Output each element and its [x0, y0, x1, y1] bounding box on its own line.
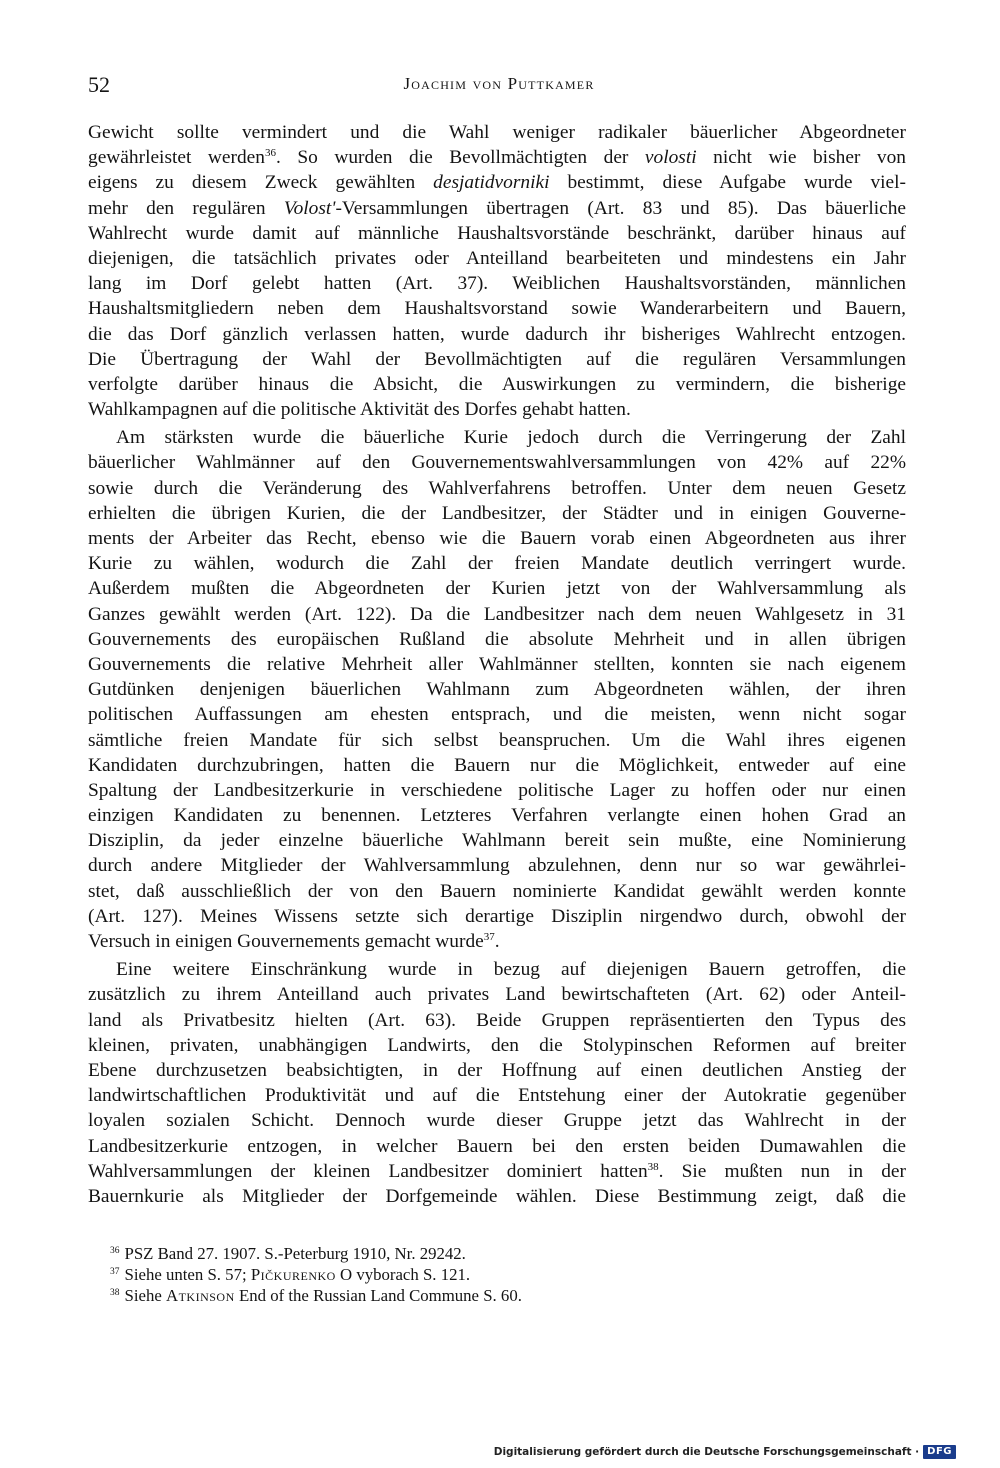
footnotes [110, 1243, 810, 1306]
text-line: die das Dorf gänzlich verlassen hatten, wurde dadurch ihr bisheriges Wahlrecht entzogen. [88, 323, 906, 345]
text-line: Ganzes gewählt werden (Art. 122). Da die Landbesitzer nach dem neuen Wahlgesetz in 31 [88, 603, 906, 625]
text-line: Die Übertragung der Wahl der Bevollmächtigten auf die regulären Versammlungen [88, 348, 906, 370]
text-line: Spaltung der Landbesitzerkurie in verschiedene politische Lager zu hoffen oder nur einen [88, 779, 906, 801]
text-line: Eine weitere Einschränkung wurde in bezug auf diejenigen Bauern getroffen, die [116, 959, 906, 981]
text-line: sowie durch die Veränderung des Wahlverfahrens betroffen. Unter dem neuen Gesetz [88, 477, 906, 499]
text-line: land als Privatbesitz hielten (Art. 63). Beide Gruppen repräsentierten den Typus des [88, 1009, 906, 1031]
footnote-mark: 37 [110, 1267, 120, 1277]
text-line: lang im Dorf gelebt hatten (Art. 37). Weiblichen Haushaltsvorständen, männlichen [88, 273, 906, 295]
text-line: einzigen Kandidaten zu benennen. Letzteres Verfahren verlangte einen hohen Grad an [88, 805, 906, 827]
text-line: bäuerlicher Wahlmänner auf den Gouvernementswahlversammlungen von 42% auf 22% [88, 452, 906, 474]
dfg-logo: DFG [923, 1445, 956, 1459]
paragraph [88, 425, 906, 954]
text-line: kleinen, privaten, unabhängigen Landwirts, den die Stolypinschen Reformen auf breiter [88, 1034, 906, 1056]
paragraph [88, 957, 906, 1209]
footnote [110, 1285, 810, 1306]
text-line: politischen Auffassungen am ehesten entsprach, und die meisten, wenn nicht sogar [88, 704, 906, 726]
text-line: Gewicht sollte vermindert und die Wahl weniger radikaler bäuerlicher Abgeordneter [88, 122, 906, 143]
text-line: verfolgte darüber hinaus die Absicht, die Auswirkungen zu vermindern, die bisherige [88, 373, 906, 395]
text-line: Ebene durchzusetzen beabsichtigten, in der Hoffnung auf einen deutlichen Anstieg der [88, 1059, 906, 1081]
text-line: Gouvernements die relative Mehrheit aller Wahlmänner stellten, konnten sie nach eigenem [88, 653, 906, 675]
text-line: Wahlversammlungen der kleinen Landbesitzer dominiert hatten$^{38}$. Sie mußten nun in der [88, 1160, 906, 1182]
footnote-mark: 36 [110, 1246, 120, 1256]
footnote-mark: 38 [110, 1288, 120, 1298]
text-line: Disziplin, da jeder einzelne bäuerliche Wahlmann bereit sein mußte, eine Nominierung [88, 830, 906, 852]
text-line: (Art. 127). Meines Wissens setzte sich derartige Disziplin nirgendwo durch, obwohl der [88, 905, 906, 927]
footnote [110, 1243, 810, 1264]
credit-text: Digitalisierung gefördert durch die Deutsche Forschungsgemeinschaft · [493, 1446, 920, 1458]
text-line: Wahlrecht wurde damit auf männliche Haushaltsvorstände beschränkt, darüber hinaus auf [88, 222, 906, 244]
page-number: 52 [88, 72, 110, 97]
text-line: Gutdünken denjenigen bäuerlichen Wahlmann zum Abgeordneten wählen, der ihren [88, 679, 906, 701]
text-line: erhielten die übrigen Kurien, die der Landbesitzer, der Städter und in einigen Gouverne- [88, 502, 906, 524]
text-line: Versuch in einigen Gouvernements gemacht wurde$^{37}$. [88, 931, 500, 952]
text-line: Gouvernements des europäischen Rußland die absolute Mehrheit und in allen übrigen [88, 628, 906, 650]
body-text [88, 120, 906, 1212]
text-line: landwirtschaftlichen Produktivität und auf die Entstehung einer der Autokratie gegenüber [88, 1085, 906, 1107]
text-line: stet, daß ausschließlich der von den Bauern nominierte Kandidat gewählt werden konnte [88, 880, 906, 902]
text-line: eigens zu diesem Zweck gewählten desjatidvorniki bestimmt, diese Aufgabe wurde viel- [88, 172, 906, 194]
footnote [110, 1264, 810, 1285]
text-line: Am stärksten wurde die bäuerliche Kurie jedoch durch die Verringerung der Zahl [116, 427, 906, 449]
text-line: zusätzlich zu ihrem Anteilland auch privates Land bewirtschafteten (Art. 62) oder Anteil- [88, 984, 906, 1006]
text-line: Kandidaten durchzubringen, hatten die Bauern nur die Möglichkeit, entweder auf eine [88, 754, 906, 776]
text-line: mehr den regulären Volost'-Versammlungen übertragen (Art. 83 und 85). Das bäuerliche [88, 197, 906, 219]
text-line: Haushaltsmitgliedern neben dem Haushaltsvorstand sowie Wanderarbeitern und Bauern, [88, 298, 906, 320]
footnote-text: Siehe Atkinson End of the Russian Land Commune S. 60. [124, 1286, 522, 1305]
text-line: durch andere Mitglieder der Wahlversammlung abzulehnen, denn nur so war gewährlei- [88, 855, 906, 877]
text-line: Bauernkurie als Mitglieder der Dorfgemeinde wählen. Diese Bestimmung zeigt, daß die [88, 1185, 906, 1207]
text-line: Kurie zu wählen, wodurch die Zahl der freien Mandate deutlich verringert wurde. [88, 553, 906, 575]
text-line: ments der Arbeiter das Recht, ebenso wie die Bauern vorab einen Abgeordneten aus ihrer [88, 528, 906, 549]
text-line: sämtliche freien Mandate für sich selbst beanspruchen. Um die Wahl ihres eigenen [88, 729, 906, 751]
digitization-credit [494, 1443, 956, 1461]
text-line: Wahlkampagnen auf die politische Aktivität des Dorfes gehabt hatten. [88, 399, 631, 421]
text-line: Landbesitzerkurie entzogen, in welcher Bauern bei den ersten beiden Dumawahlen die [88, 1135, 906, 1157]
footnote-text: Siehe unten S. 57; Pičkurenko O vyborach S. 121. [124, 1265, 471, 1284]
text-line: diejenigen, die tatsächlich privates oder Anteilland bearbeiteten und mindestens ein Jahr [88, 247, 906, 269]
footnote-text: PSZ Band 27. 1907. S.-Peterburg 1910, Nr. 29242. [124, 1244, 466, 1263]
text-line: loyalen sozialen Schicht. Dennoch wurde dieser Gruppe jetzt das Wahlrecht in der [88, 1110, 906, 1132]
paragraph [88, 120, 906, 422]
running-head: Joachim von Puttkamer [403, 74, 595, 93]
page-header [88, 64, 910, 104]
text-line: Außerdem mußten die Abgeordneten der Kurien jetzt von der Wahlversammlung als [88, 578, 906, 600]
text-line: gewährleistet werden$^{36}$. So wurden die Bevollmächtigten der volosti nicht wie bisher von [88, 147, 906, 169]
